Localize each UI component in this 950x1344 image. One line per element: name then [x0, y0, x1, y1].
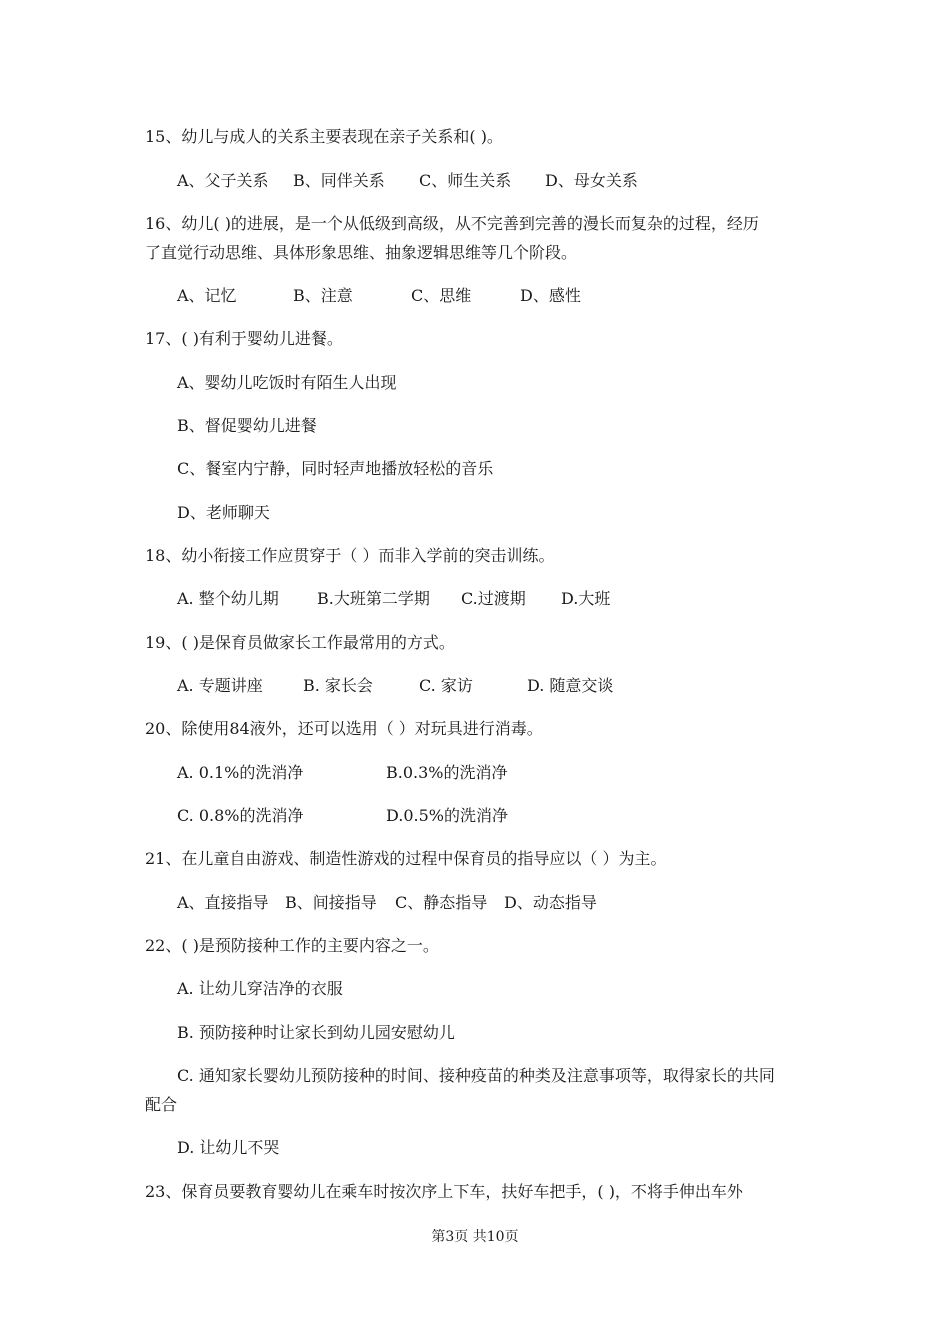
question-16-line-1: 16、幼儿( )的进展，是一个从低级到高级，从不完善到完善的漫长而复杂的过程，经历 — [145, 214, 759, 233]
option-d: D、动态指导 — [504, 893, 597, 912]
question-17: 17、( )有利于婴幼儿进餐。 — [145, 329, 343, 348]
option-c: C.过渡期 — [461, 589, 526, 608]
option-d: D. 让幼儿不哭 — [177, 1138, 280, 1157]
option-c: C、师生关系 — [419, 171, 512, 190]
option-b: B、间接指导 — [285, 893, 377, 912]
question-18: 18、幼小衔接工作应贯穿于（ ）而非入学前的突击训练。 — [145, 546, 555, 565]
option-b: B、督促婴幼儿进餐 — [177, 416, 317, 435]
option-b: B、注意 — [293, 286, 353, 305]
option-b: B、同伴关系 — [293, 171, 385, 190]
option-a: A、直接指导 — [177, 893, 269, 912]
option-a: A、父子关系 — [177, 171, 269, 190]
option-a: A、记忆 — [177, 286, 237, 305]
option-b: B.0.3%的洗消净 — [386, 763, 508, 782]
option-a: A. 0.1%的洗消净 — [177, 763, 304, 782]
option-c-line-1: C. 通知家长婴幼儿预防接种的时间、接种疫苗的种类及注意事项等，取得家长的共同 — [177, 1066, 775, 1085]
option-c-line-2: 配合 — [145, 1095, 178, 1114]
option-c: C. 家访 — [419, 676, 473, 695]
option-b: B. 家长会 — [303, 676, 373, 695]
page-footer: 第3页 共10页 — [431, 1229, 519, 1245]
option-b: B. 预防接种时让家长到幼儿园安慰幼儿 — [177, 1023, 455, 1042]
option-b: B.大班第二学期 — [317, 589, 430, 608]
question-15: 15、幼儿与成人的关系主要表现在亲子关系和( )。 — [145, 127, 503, 146]
option-d: D.0.5%的洗消净 — [386, 806, 508, 825]
option-a: A、婴幼儿吃饭时有陌生人出现 — [177, 373, 397, 392]
option-d: D、感性 — [520, 286, 581, 305]
question-20: 20、除使用84液外，还可以选用（ ）对玩具进行消毒。 — [145, 719, 543, 738]
option-c: C、思维 — [411, 286, 472, 305]
question-16-line-2: 了直觉行动思维、具体形象思维、抽象逻辑思维等几个阶段。 — [145, 243, 578, 262]
option-d: D、母女关系 — [545, 171, 638, 190]
option-a: A. 整个幼儿期 — [177, 589, 279, 608]
option-d: D. 随意交谈 — [527, 676, 614, 695]
question-21: 21、在儿童自由游戏、制造性游戏的过程中保育员的指导应以（ ）为主。 — [145, 849, 667, 868]
question-22: 22、( )是预防接种工作的主要内容之一。 — [145, 936, 439, 955]
option-a: A. 让幼儿穿洁净的衣服 — [177, 979, 343, 998]
option-c: C、静态指导 — [395, 893, 488, 912]
option-c: C. 0.8%的洗消净 — [177, 806, 304, 825]
option-c: C、餐室内宁静，同时轻声地播放轻松的音乐 — [177, 459, 494, 478]
option-a: A. 专题讲座 — [177, 676, 263, 695]
option-d: D.大班 — [561, 589, 611, 608]
question-23: 23、保育员要教育婴幼儿在乘车时按次序上下车，扶好车把手，( )，不将手伸出车外 — [145, 1182, 743, 1201]
question-19: 19、( )是保育员做家长工作最常用的方式。 — [145, 633, 455, 652]
option-d: D、老师聊天 — [177, 503, 270, 522]
